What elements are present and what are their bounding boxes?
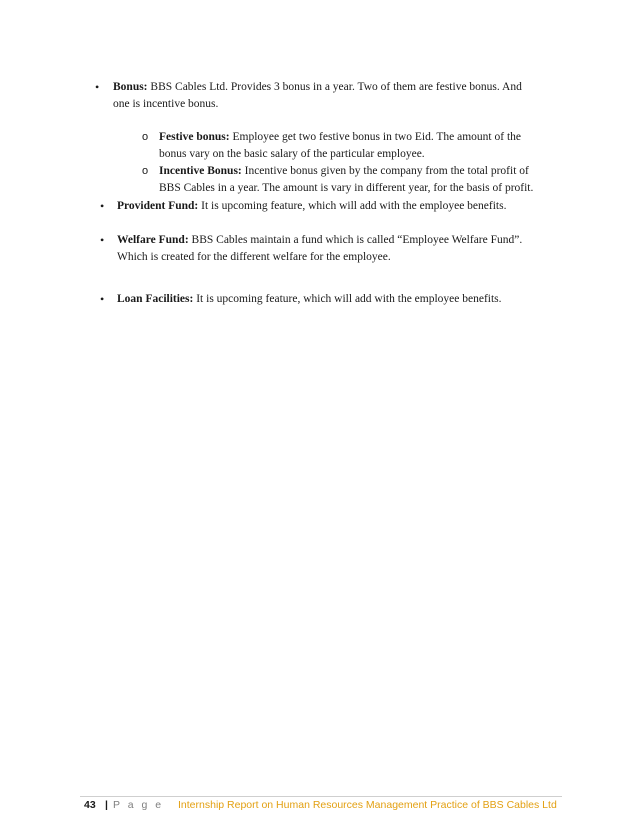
festive-line-2: bonus vary on the basic salary of the particular employee.	[159, 148, 425, 160]
bonus-label: Bonus:	[113, 81, 148, 93]
page-word: P a g e	[113, 799, 164, 811]
loan-label: Loan Facilities:	[117, 293, 194, 305]
festive-line-1: Festive bonus: Employee get two festive bonus in two Eid. The amount of the	[159, 131, 521, 143]
footer-title: Internship Report on Human Resources Management Practice of BBS Cables Ltd	[178, 799, 557, 811]
provident-label: Provident Fund:	[117, 200, 199, 212]
page-number: 43	[84, 799, 96, 811]
loan-line: Loan Facilities: It is upcoming feature, which will add with the employee benefits.	[117, 293, 502, 305]
welfare-line-1: Welfare Fund: BBS Cables maintain a fund which is called “Employee Welfare Fund”.	[117, 234, 523, 246]
bullet-icon: •	[100, 199, 105, 213]
bonus-line-2: one is incentive bonus.	[113, 98, 219, 110]
welfare-line-2: Which is created for the different welfare for the employee.	[117, 251, 391, 263]
footer-divider	[80, 796, 562, 797]
bullet-icon: •	[100, 292, 105, 306]
page-separator: |	[105, 799, 108, 811]
incentive-label: Incentive Bonus:	[159, 165, 242, 177]
incentive-line-1: Incentive Bonus: Incentive bonus given by the company from the total profit of	[159, 165, 529, 177]
provident-line: Provident Fund: It is upcoming feature, which will add with the employee benefits.	[117, 200, 507, 212]
festive-label: Festive bonus:	[159, 131, 230, 143]
bonus-line-1: Bonus: BBS Cables Ltd. Provides 3 bonus in a year. Two of them are festive bonus. And	[113, 81, 522, 93]
bullet-icon: •	[100, 233, 105, 247]
incentive-line-2: BBS Cables in a year. The amount is vary in different year, for the basis of profit.	[159, 182, 534, 194]
circle-bullet-icon: o	[142, 131, 149, 143]
welfare-label: Welfare Fund:	[117, 234, 189, 246]
bullet-icon: •	[95, 80, 100, 94]
circle-bullet-icon: o	[142, 165, 149, 177]
